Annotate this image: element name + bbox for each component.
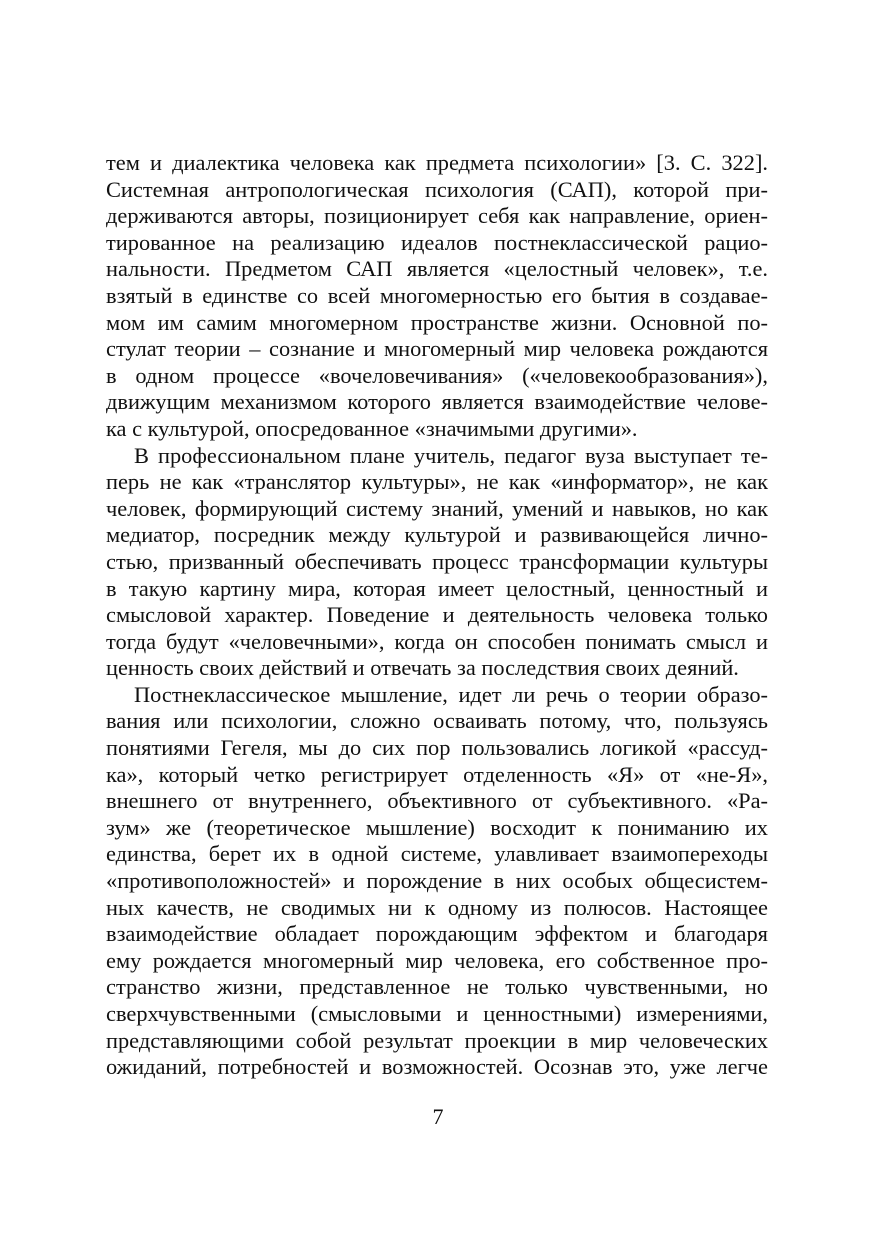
text-line: движущим механизмом которого является взаимодействие челове-: [106, 389, 768, 415]
text-line: взаимодействие обладает порождающим эффектом и благодаря: [106, 921, 768, 947]
text-line: единства, берет их в одной системе, улавливает взаимопереходы: [106, 841, 768, 867]
text-line: понятиями Гегеля, мы до сих пор пользовались логикой «рассуд-: [106, 735, 768, 761]
text-line: ожиданий, потребностей и возможностей. Осознав это, уже легче: [106, 1054, 768, 1080]
page-number: 7: [432, 1104, 444, 1129]
text-line: Постнеклассическое мышление, идет ли речь о теории образо-: [134, 681, 768, 707]
text-line: человек, формирующий систему знаний, умений и навыков, но как: [106, 495, 768, 521]
text-line: внешнего от внутреннего, объективного от субъективного. «Ра-: [106, 788, 768, 814]
text-line: перь не как «транслятор культуры», не как «информатор», не как: [106, 469, 768, 495]
text-line: стулат теории – сознание и многомерный мир человека рождаются: [106, 336, 768, 362]
text-line: тированное на реализацию идеалов постнеклассической рацио-: [106, 229, 768, 255]
text-line: Системная антропологическая психология (САП), которой при-: [106, 176, 768, 202]
text-line: ка с культурой, опосредованное «значимыми другими».: [106, 415, 638, 441]
text-line: держиваются авторы, позиционирует себя как направление, ориен-: [106, 203, 768, 229]
text-line: нальности. Предметом САП является «целостный человек», т.е.: [106, 256, 768, 282]
text-line: стью, призванный обеспечивать процесс трансформации культуры: [106, 548, 768, 574]
text-line: медиатор, посредник между культурой и развивающейся лично-: [106, 522, 768, 548]
text-line: в одном процессе «вочеловечивания» («человекообразования»),: [106, 362, 768, 388]
text-line: ка», который четко регистрирует отделенность «Я» от «не-Я»,: [106, 761, 768, 787]
text-line: мом им самим многомерном пространстве жизни. Основной по-: [106, 309, 768, 335]
text-line: тем и диалектика человека как предмета психологии» [3. С. 322].: [106, 150, 768, 175]
text-line: В профессиональном плане учитель, педагог вуза выступает те-: [134, 442, 768, 468]
text-line: зум» же (теоретическое мышление) восходит к пониманию их: [106, 814, 768, 840]
text-line: смысловой характер. Поведение и деятельность человека только: [106, 602, 768, 628]
text-line: сверхчувственными (смысловыми и ценностными) измерениями,: [106, 1001, 768, 1026]
text-line: взятый в единстве со всей многомерностью его бытия в создавае-: [106, 282, 768, 308]
text-line: ему рождается многомерный мир человека, его собственное про-: [106, 947, 768, 973]
text-line: тогда будут «человечными», когда он способен понимать смысл и: [106, 628, 768, 654]
text-line: вания или психологии, сложно осваивать потому, что, пользуясь: [106, 708, 768, 734]
body-text: [106, 150, 768, 1081]
text-line: ных качеств, не сводимых ни к одному из полюсов. Настоящее: [106, 894, 768, 920]
text-line: ценность своих действий и отвечать за последствия своих деяний.: [106, 655, 739, 681]
text-line: странство жизни, представленное не только чувственными, но: [106, 974, 768, 1000]
text-line: представляющими собой результат проекции в мир человеческих: [106, 1027, 768, 1053]
text-line: «противоположностей» и порождение в них особых общесистем-: [106, 868, 768, 894]
text-line: в такую картину мира, которая имеет целостный, ценностный и: [106, 575, 768, 601]
